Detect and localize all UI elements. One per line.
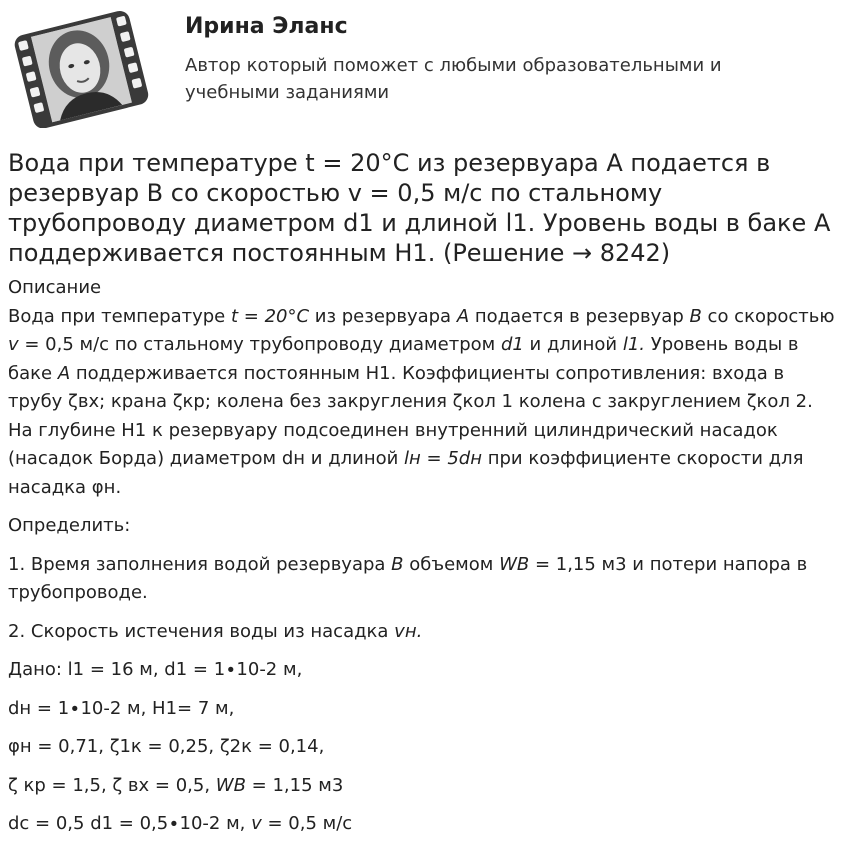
given-line-5: dс = 0,5 d1 = 0,5∙10-2 м, v = 0,5 м/с: [8, 813, 353, 834]
author-description: Автор который поможет с любыми образовательными и учебными заданиями: [185, 55, 722, 103]
question-1: 1. Время заполнения водой резервуара В объемом WВ = 1,15 м3 и потери напора в трубопроводе.: [8, 553, 808, 603]
determine-heading: Определить:: [8, 515, 131, 536]
description-label: Описание: [8, 277, 102, 298]
given-line-1: Дано: l1 = 16 м, d1 = 1∙10-2 м,: [8, 659, 303, 680]
task-body: [8, 274, 840, 839]
film-strip-avatar-icon: [8, 8, 153, 128]
author-name[interactable]: Ирина Эланс: [185, 14, 348, 39]
author-card: [8, 8, 838, 128]
question-2: 2. Скорость истечения воды из насадка vн.: [8, 620, 423, 642]
page-title: Вода при температуре t = 20°С из резервуара А подается в резервуар В со скоростью v = 0,5 м/с по стальному трубопроводу диаметром d1 и длиной l1. Уровень воды в баке А поддерживается постоянным Н1. (Решение → 8242): [8, 149, 831, 267]
given-line-3: φн = 0,71, ζ1к = 0,25, ζ2к = 0,14,: [8, 736, 325, 757]
given-line-4: ζ кр = 1,5, ζ вх = 0,5, WВ = 1,15 м3: [8, 774, 344, 796]
task-description: Вода при температуре t = 20°С из резервуара А подается в резервуар В со скоростью v = 0,5 м/с по стальному трубопроводу диаметром d1 и длиной l1. Уровень воды в баке А поддерживается постоянным Н1. Коэффициенты сопротивления: входа в трубу ζвх; крана ζкр; колена без закругления ζкол 1 колена с закруглением ζкол 2. На глубине Н1 к резервуару подсоединен внутренний цилиндрический насадок (насадок Борда) диаметром dн и длиной lн = 5dн при коэффициенте скорости для насадка φн.: [8, 305, 835, 498]
author-avatar[interactable]: [8, 8, 153, 128]
given-line-2: dн = 1∙10-2 м, Н1= 7 м,: [8, 697, 235, 719]
